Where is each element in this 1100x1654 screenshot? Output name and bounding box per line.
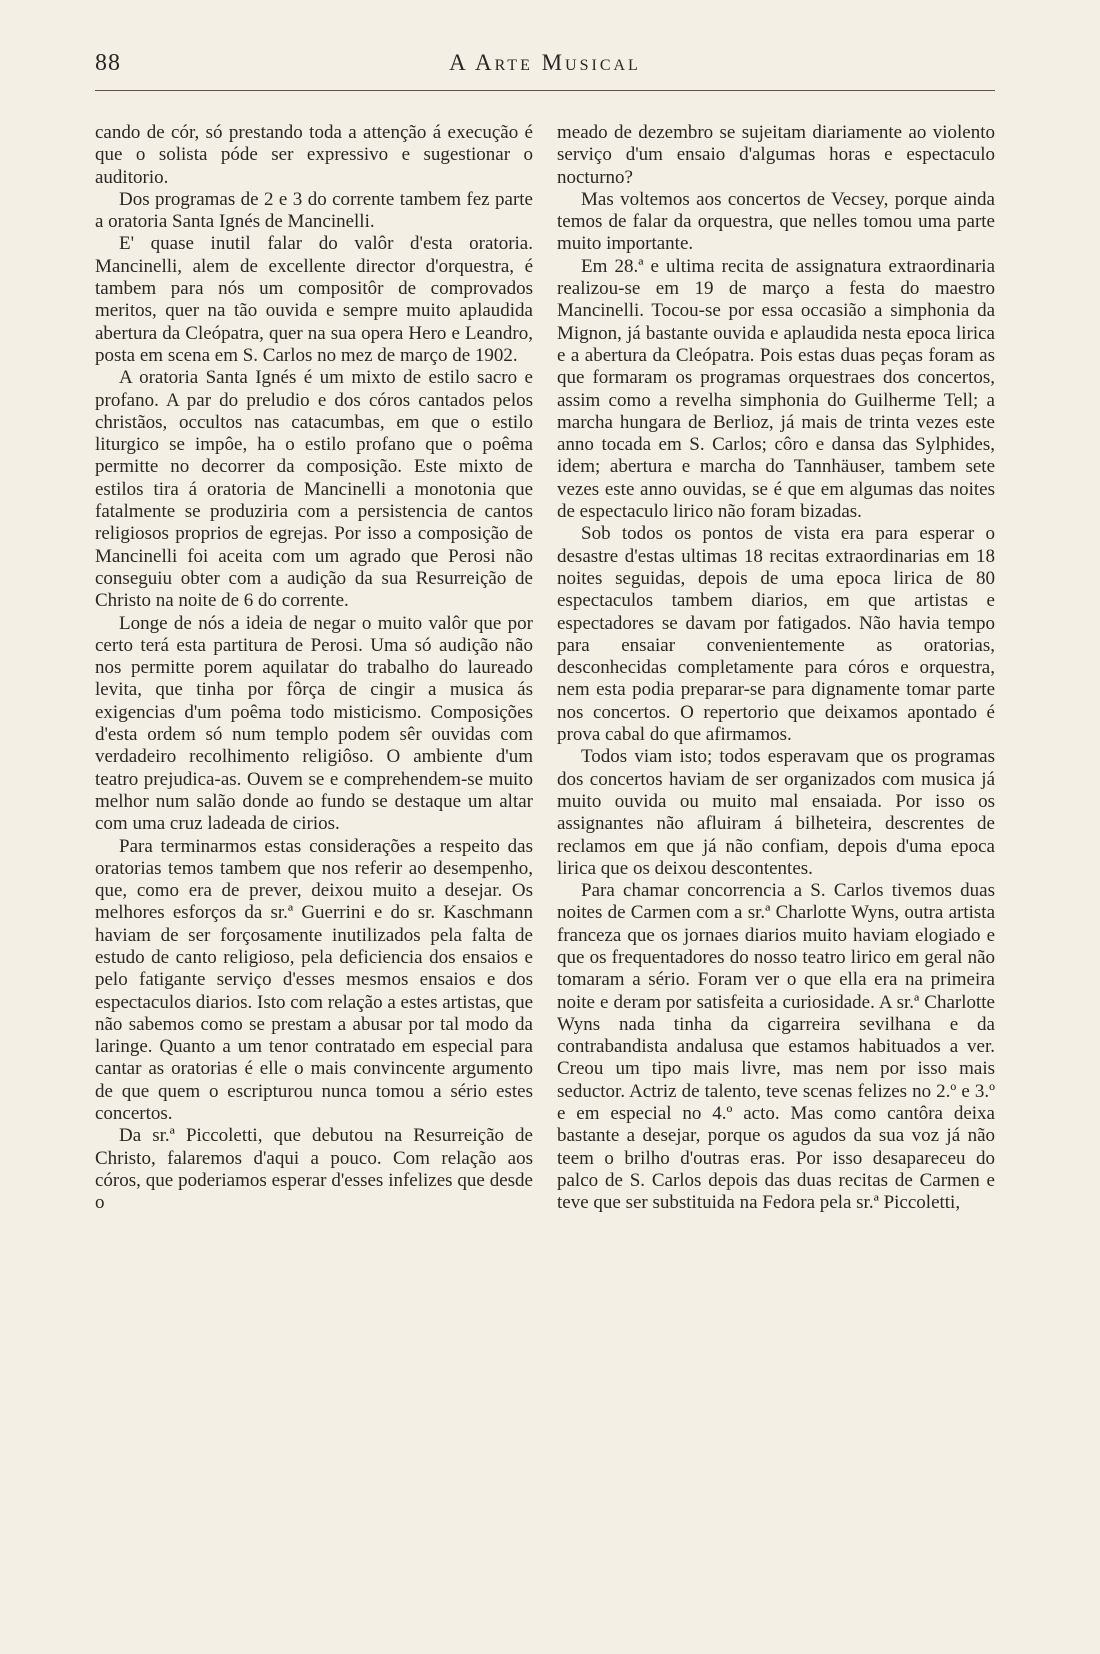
running-title: A Arte Musical (449, 50, 641, 75)
header-rule (95, 90, 995, 91)
paragraph: Para terminarmos estas considerações a respeito das oratorias temos tambem que nos referir ao desempenho, que, como era de prever, deixou muito a desejar. Os melhores esforços da sr.ª Guerrini e do sr. Kaschmann haviam de ser forçosamente inutilizados pela falta de estudo de canto religioso, pela deficiencia dos ensaios e pelo fatigante serviço d'esses mesmos ensaios e dos espectaculos diarios. Isto com relação a estes artistas, que não sabemos como se prestam a abusar por tal modo da laringe. Quanto a um tenor contratado em especial para cantar as oratorias é elle o mais convincente argumento de que quem o escripturou nunca tomou a sério estes concertos. (95, 835, 533, 1125)
paragraph: Dos programas de 2 e 3 do corrente tambem fez parte a oratoria Santa Ignés de Mancinelli. (95, 188, 533, 233)
paragraph: Mas voltemos aos concertos de Vecsey, porque ainda temos de falar da orquestra, que nelles tomou uma parte muito importante. (557, 188, 995, 255)
paragraph: Sob todos os pontos de vista era para esperar o desastre d'estas ultimas 18 recitas extraordinarias em 18 noites seguidas, depois de uma epoca lirica de 80 espectaculos tambem diarios, em que artistas e espectadores se davam por fatigados. Não havia tempo para ensaiar convenientemente as oratorias, desconhecidas completamente para córos e orquestra, nem esta podia preparar-se para dignamente tomar parte nos concertos. O repertorio que deixamos apontado é prova cabal do que afirmamos. (557, 523, 995, 746)
paragraph: Para chamar concorrencia a S. Carlos tivemos duas noites de Carmen com a sr.ª Charlotte Wyns, outra artista franceza que os jornaes diarios muito haviam elogiado e que os frequentadores do nosso teatro lirico em geral não tomaram a sério. Foram ver o que ella era na primeira noite e deram por satisfeita a curiosidade. A sr.ª Charlotte Wyns nada tinha da cigarreira sevilhana e da contrabandista andalusa que estamos habituados a ver. Creou um tipo mais livre, mas nem por isso mais seductor. Actriz de talento, teve scenas felizes no 2.º e 3.º e em especial no 4.º acto. Mas como cantôra deixa bastante a desejar, porque os agudos da sua voz já não teem o brilho d'outras eras. Por isso desapareceu do palco de S. Carlos depois das duas recitas de Carmen e teve que ser substituida na Fedora pela sr.ª Piccoletti, (557, 880, 995, 1214)
paragraph: Longe de nós a ideia de negar o muito valôr que por certo terá esta partitura de Perosi. Uma só audição não nos permitte porem aquilatar do trabalho do laureado levita, que tinha por fôrça de cingir a musica ás exigencias d'um poêma todo misticismo. Composições d'esta ordem só num templo podem sêr ouvidas com verdadeiro recolhimento religiôso. O ambiente d'um teatro prejudica-as. Ouvem se e comprehendem-se muito melhor num salão donde ao fundo se destaque um altar com uma cruz ladeada de cirios. (95, 612, 533, 835)
text-column-left (95, 122, 533, 1572)
paragraph: E' quase inutil falar do valôr d'esta oratoria. Mancinelli, alem de excellente director d'orquestra, é tambem para nós um compositôr de comprovados meritos, quer na tão ouvida e sempre muito aplaudida abertura da Cleópatra, quer na sua opera Hero e Leandro, posta em scena em S. Carlos no mez de março de 1902. (95, 233, 533, 366)
paragraph: A oratoria Santa Ignés é um mixto de estilo sacro e profano. A par do preludio e dos córos cantados pelos christãos, occultos nas catacumbas, em que o estilo liturgico se impôe, ha o estilo profano que o poêma permitte no decorrer da composição. Este mixto de estilos tira á oratoria de Mancinelli a monotonia que fatalmente se produziria com a persistencia de cantos religiosos proprios de egrejas. Por isso a composição de Mancinelli foi aceita com um agrado que Perosi não conseguiu obter com a audição da sua Resurreição de Christo na noite de 6 do corrente. (95, 367, 533, 612)
text-column-right (557, 122, 995, 1572)
paragraph: cando de cór, só prestando toda a attenção á execução é que o solista póde ser expressivo e sugestionar o auditorio. (95, 122, 533, 188)
paragraph: Em 28.ª e ultima recita de assignatura extraordinaria realizou-se em 19 de março a festa do maestro Mancinelli. Tocou-se por essa occasião a simphonia da Mignon, já bastante ouvida e aplaudida nesta epoca lirica e a abertura da Cleópatra. Pois estas duas peças foram as que formaram os programas orquestraes dos concertos, assim como a revelha simphonia do Guilherme Tell; a marcha hungara de Berlioz, já mais de trinta vezes este anno tocada em S. Carlos; côro e dansa das Sylphides, idem; abertura e marcha do Tannhäuser, tambem sete vezes este anno ouvidas, se é que em algumas das noites de espectaculo lirico não foram bizadas. (557, 255, 995, 523)
page-number: 88 (95, 50, 121, 76)
page-header (95, 50, 995, 90)
paragraph: meado de dezembro se sujeitam diariamente ao violento serviço d'um ensaio d'algumas horas e espectaculo nocturno? (557, 122, 995, 188)
paragraph: Da sr.ª Piccoletti, que debutou na Resurreição de Christo, falaremos d'aqui a pouco. Com relação aos córos, que poderiamos esperar d'esses infelizes que desde o (95, 1125, 533, 1214)
paragraph: Todos viam isto; todos esperavam que os programas dos concertos haviam de ser organizados com musica já muito ouvida ou muito mal ensaiada. Por isso os assignantes não afluiram á bilheteira, descrentes de reclamos em que já não confiam, depois d'uma epoca lirica que os deixou descontentes. (557, 746, 995, 879)
